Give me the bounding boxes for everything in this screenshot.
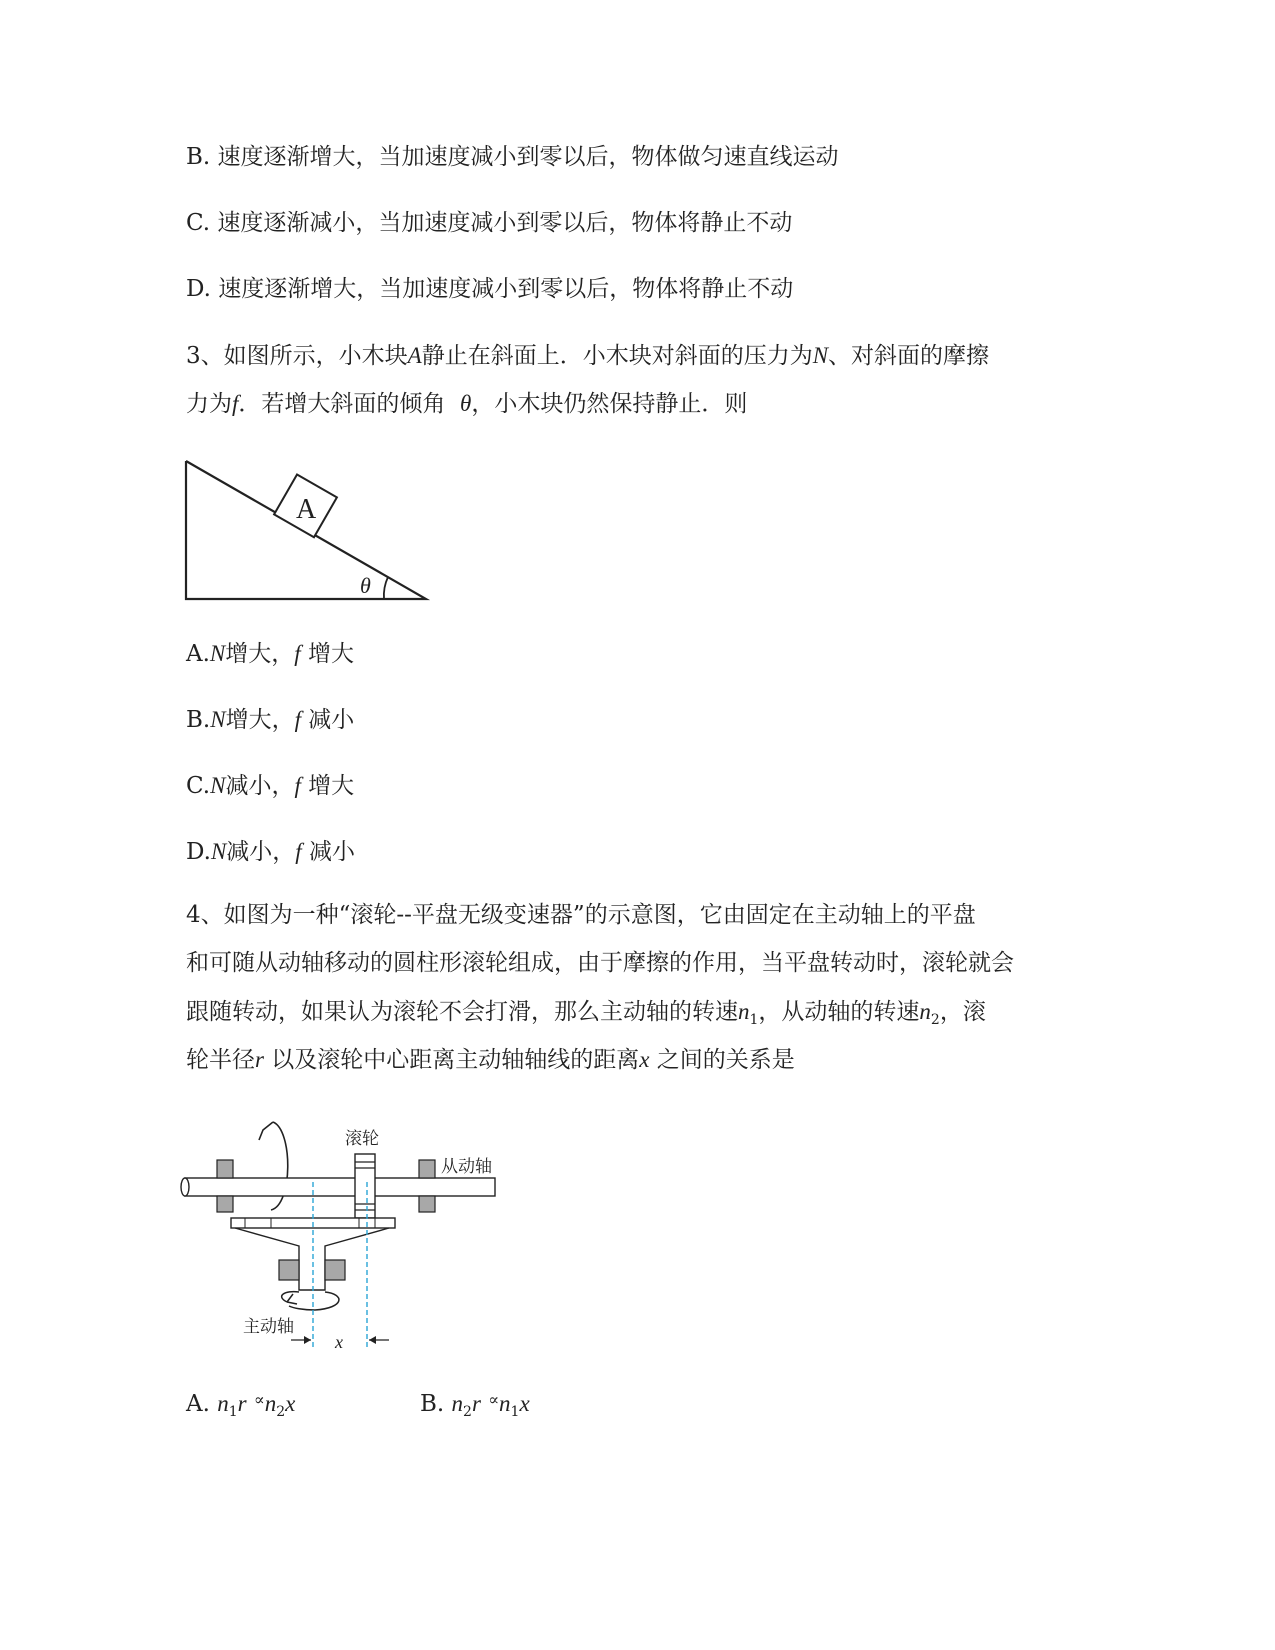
q4-stem-line1: 4、如图为一种“滚轮--平盘无级变速器”的示意图，它由固定在主动轴上的平盘 <box>186 902 976 928</box>
var-n: N <box>210 707 226 732</box>
drive-rotation-arrow-head <box>287 1294 297 1304</box>
q4-option-a <box>186 1392 295 1419</box>
q4-stem-line4 <box>186 1048 795 1072</box>
option-text: 增大， <box>225 641 295 667</box>
var-x: x <box>519 1391 530 1416</box>
driven-shaft-end <box>181 1178 189 1196</box>
q3-stem-line1 <box>186 344 989 368</box>
option-text: 增大 <box>308 773 355 799</box>
var-n: n <box>217 1391 229 1416</box>
var-n1: n <box>738 999 750 1024</box>
q3-option-a <box>186 642 354 666</box>
var-subscript: 1 <box>228 1404 238 1420</box>
proportional-symbol: ∝ <box>253 1390 265 1409</box>
option-prefix: D. <box>186 839 211 865</box>
option-text: 减小， <box>225 773 295 799</box>
var-n2-subscript: 2 <box>930 1012 940 1028</box>
q3-stem-line2 <box>186 392 747 416</box>
drive-shaft-label: 主动轴 <box>243 1317 294 1337</box>
q2-option-d: D. 速度逐渐增大，当加速度减小到零以后，物体将静止不动 <box>186 276 794 302</box>
bearing <box>217 1160 233 1178</box>
q4-option-b <box>420 1392 530 1419</box>
option-text: 增大， <box>225 707 295 733</box>
rotation-arrow <box>271 1122 288 1210</box>
driven-shaft <box>185 1178 495 1196</box>
var-n2: n <box>919 999 931 1024</box>
q4-stem-text: 跟随转动，如果认为滚轮不会打滑，那么主动轴的转速 <box>186 999 738 1025</box>
x-label: x <box>335 1332 343 1352</box>
option-prefix: C. <box>186 773 211 799</box>
option-text: 减小 <box>308 707 355 733</box>
q3-var-theta: θ <box>460 391 472 416</box>
var-n: n <box>499 1391 511 1416</box>
var-subscript: 2 <box>276 1404 286 1420</box>
bearing <box>419 1196 435 1212</box>
var-r: r <box>471 1391 481 1416</box>
q3-stem-text: ，小木块仍然保持静止．则 <box>471 391 748 417</box>
bearing <box>279 1260 299 1280</box>
q4-stem-text: 以及滚轮中心距离主动轴轴线的距离 <box>271 1047 640 1073</box>
proportional-symbol: ∝ <box>488 1390 500 1409</box>
var-f: f <box>294 641 301 666</box>
bearing <box>325 1260 345 1280</box>
q4-stem-line3 <box>186 1000 986 1027</box>
q4-stem-text: 轮半径 <box>186 1047 255 1073</box>
q3-stem-text: 、对斜面的摩擦 <box>828 343 990 369</box>
option-text: 增大 <box>307 641 354 667</box>
disc-hub <box>235 1228 389 1290</box>
q3-incline-figure <box>180 455 440 605</box>
var-subscript: 1 <box>510 1404 520 1420</box>
var-subscript: 2 <box>463 1404 472 1420</box>
q2-option-b: B. 速度逐渐增大，当加速度减小到零以后，物体做匀速直线运动 <box>186 144 839 170</box>
roller-label: 滚轮 <box>345 1129 379 1149</box>
q3-var-f: f <box>232 391 239 416</box>
var-f: f <box>295 839 302 864</box>
rotation-arrow-head <box>259 1122 273 1140</box>
var-n: N <box>210 773 226 798</box>
bearing <box>419 1160 435 1178</box>
var-x: x <box>285 1391 296 1416</box>
q3-stem-text: 力为 <box>186 391 232 417</box>
option-text: 减小， <box>226 839 296 865</box>
q4-stem-text: 之间的关系是 <box>656 1047 795 1073</box>
q3-stem-text: 3、如图所示，小木块 <box>186 343 408 369</box>
roller <box>355 1154 375 1218</box>
q3-option-d <box>186 840 355 864</box>
drive-rotation-arrow <box>282 1292 339 1310</box>
q4-stem-text: ，从动轴的转速 <box>758 999 920 1025</box>
angle-arc <box>384 577 388 599</box>
var-r: r <box>237 1391 247 1416</box>
q3-option-c <box>186 774 354 798</box>
option-prefix: A. <box>186 1391 210 1417</box>
var-x: x <box>639 1047 650 1072</box>
q3-stem-text: 静止在斜面上．小木块对斜面的压力为 <box>421 343 813 369</box>
q3-option-b <box>186 708 354 732</box>
block-a-label: A <box>296 494 317 525</box>
option-prefix: B. <box>186 707 211 733</box>
q3-var-n: N <box>812 343 829 368</box>
option-text: 减小 <box>308 839 355 865</box>
var-r: r <box>255 1047 264 1072</box>
var-n: N <box>210 839 227 864</box>
q4-stem-line2: 和可随从动轴移动的圆柱形滚轮组成，由于摩擦的作用，当平盘转动时，滚轮就会 <box>186 950 1014 976</box>
driven-shaft-label: 从动轴 <box>441 1157 492 1177</box>
var-f: f <box>294 773 301 798</box>
option-prefix: A. <box>186 641 210 667</box>
var-f: f <box>294 707 301 732</box>
var-n: N <box>209 641 226 666</box>
q3-stem-text: ．若增大斜面的倾角 <box>238 391 446 417</box>
q4-transmission-figure <box>175 1110 515 1360</box>
q2-option-c: C. 速度逐渐减小，当加速度减小到零以后，物体将静止不动 <box>186 210 793 236</box>
var-n: n <box>264 1391 277 1416</box>
bearing <box>217 1196 233 1212</box>
angle-label: θ <box>360 573 371 598</box>
var-n1-subscript: 1 <box>749 1012 759 1028</box>
var-n: n <box>451 1391 464 1416</box>
q3-var-a: A <box>407 343 422 368</box>
q4-stem-text: ，滚 <box>939 999 986 1025</box>
option-prefix: B. <box>420 1391 445 1417</box>
